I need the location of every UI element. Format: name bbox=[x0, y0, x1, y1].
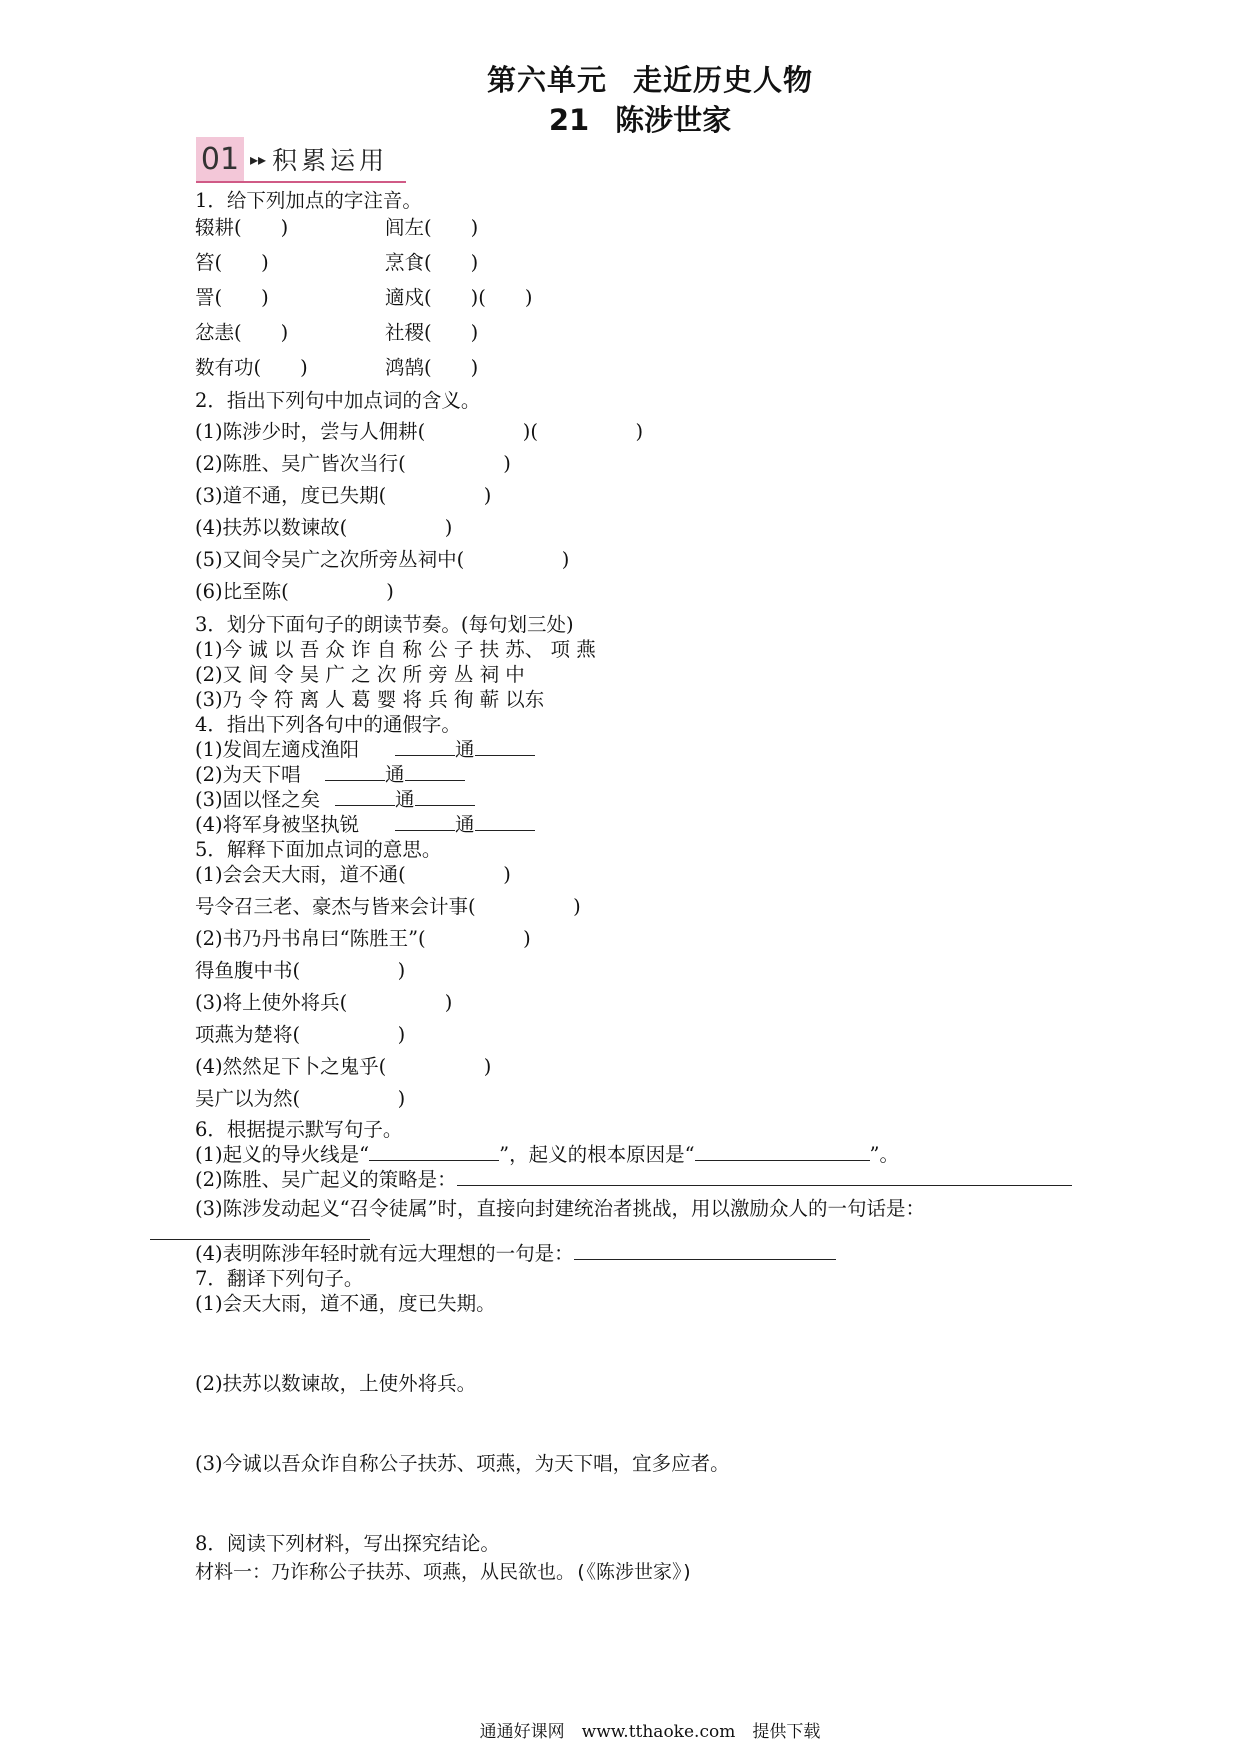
list-item: (2)陈胜、吴广皆次当行( ) bbox=[195, 452, 511, 475]
list-item: 烹食( ) bbox=[385, 251, 479, 274]
answer-blank[interactable] bbox=[415, 787, 475, 806]
list-item: (1)今 诚 以 吾 众 诈 自 称 公 子 扶 苏、 项 燕 bbox=[195, 638, 596, 661]
list-item: 詈( ) bbox=[195, 286, 269, 309]
questions bbox=[195, 188, 1095, 1585]
answer-blank[interactable] bbox=[695, 1142, 870, 1161]
unit-label: 第六单元 bbox=[486, 63, 607, 97]
question-title: 4．指出下列各句中的通假字。 bbox=[195, 713, 461, 736]
list-item: 社稷( ) bbox=[385, 321, 479, 344]
answer-blank[interactable] bbox=[150, 1221, 370, 1240]
lesson-number: 21 bbox=[548, 103, 590, 137]
list-item: (1)起义的导火线是“ ”，起义的根本原因是“ ”。 bbox=[195, 1143, 900, 1166]
list-item: (4)然然足下卜之鬼乎( ) bbox=[195, 1055, 492, 1078]
question-title: 1．给下列加点的字注音。 bbox=[195, 189, 422, 212]
material-text: 材料一：乃诈称公子扶苏、项燕，从民欲也。(《陈涉世家》) bbox=[195, 1561, 693, 1583]
list-item: (2)扶苏以数谏故，上使外将兵。 bbox=[195, 1372, 477, 1395]
question-title: 3．划分下面句子的朗读节奏。(每句划三处) bbox=[195, 613, 574, 636]
answer-blank[interactable] bbox=[369, 1142, 499, 1161]
list-item: 鸿鹄( ) bbox=[385, 356, 479, 379]
list-item: (1)发闾左適戍渔阳 通 bbox=[195, 737, 1095, 762]
question-2 bbox=[195, 388, 1095, 604]
list-item: 忿恚( ) bbox=[195, 321, 289, 344]
question-title: 5．解释下面加点词的意思。 bbox=[195, 838, 442, 861]
question-title: 2．指出下列句中加点词的含义。 bbox=[195, 389, 481, 412]
list-item: 辍耕( ) bbox=[195, 216, 289, 239]
answer-blank[interactable] bbox=[335, 787, 395, 806]
list-item: (3)今诚以吾众诈自称公子扶苏、项燕，为天下唱，宜多应者。 bbox=[195, 1452, 730, 1475]
answer-blank[interactable] bbox=[395, 737, 455, 756]
list-item: (6)比至陈( ) bbox=[195, 580, 394, 603]
footer-credit: 通通好课网 www.tthaoke.com 提供下载 bbox=[479, 1722, 821, 1742]
question-6 bbox=[195, 1117, 1095, 1266]
question-8 bbox=[195, 1531, 1095, 1585]
lesson-title bbox=[0, 98, 1240, 139]
list-item: (4)扶苏以数谏故( ) bbox=[195, 516, 453, 539]
list-item: (4)将军身被坚执锐 通 bbox=[195, 812, 1095, 837]
list-item: 号令召三老、豪杰与皆来会计事( ) bbox=[195, 895, 581, 918]
list-item: (3)道不通，度已失期( ) bbox=[195, 484, 492, 507]
list-item: (2)又 间 令 吴 广 之 次 所 旁 丛 祠 中 bbox=[195, 663, 525, 686]
list-item: 吴广以为然( ) bbox=[195, 1087, 406, 1110]
question-title: 7．翻译下列句子。 bbox=[195, 1267, 364, 1290]
list-item: (2)为天下唱 通 bbox=[195, 762, 1095, 787]
list-item: (2)陈胜、吴广起义的策略是： bbox=[195, 1167, 1095, 1192]
question-3 bbox=[195, 612, 1095, 712]
list-item: (3)乃 令 符 离 人 葛 婴 将 兵 徇 蕲 以东 bbox=[195, 688, 545, 711]
list-item: 数有功( ) bbox=[195, 356, 308, 379]
double-arrow-icon: ▸▸ bbox=[250, 149, 267, 169]
question-title: 8．阅读下列材料，写出探究结论。 bbox=[195, 1532, 500, 1555]
unit-theme: 走近历史人物 bbox=[633, 63, 814, 97]
lesson-name: 陈涉世家 bbox=[615, 103, 732, 137]
list-item: (3)陈涉发动起义“召令徒属”时，直接向封建统治者挑战，用以激励众人的一句话是： bbox=[195, 1197, 926, 1220]
list-item: (2)书乃丹书帛曰“陈胜王”( ) bbox=[195, 927, 531, 950]
list-item: (4)表明陈涉年轻时就有远大理想的一句是： bbox=[195, 1241, 1095, 1266]
question-1 bbox=[195, 188, 1095, 380]
list-item: 笞( ) bbox=[195, 251, 269, 274]
list-item: 项燕为楚将( ) bbox=[195, 1023, 406, 1046]
answer-blank[interactable] bbox=[475, 737, 535, 756]
pinyin-grid bbox=[195, 215, 1095, 380]
list-item: (1)陈涉少时，尝与人佣耕( )( ) bbox=[195, 420, 644, 443]
list-item: 適戍( )( ) bbox=[385, 286, 533, 309]
list-item: 得鱼腹中书( ) bbox=[195, 959, 406, 982]
answer-blank[interactable] bbox=[457, 1167, 1072, 1186]
question-5 bbox=[195, 837, 1095, 1111]
answer-blank[interactable] bbox=[405, 762, 465, 781]
section-header bbox=[196, 137, 406, 183]
list-item: 闾左( ) bbox=[385, 216, 479, 239]
unit-title bbox=[0, 58, 1240, 99]
list-item: (5)又间令吴广之次所旁丛祠中( ) bbox=[195, 548, 570, 571]
answer-blank[interactable] bbox=[395, 812, 455, 831]
section-label: 积累运用 bbox=[272, 146, 389, 175]
list-item: (3)固以怪之矣 通 bbox=[195, 787, 1095, 812]
list-item: (1)会天大雨，道不通，度已失期。 bbox=[195, 1292, 496, 1315]
question-title: 6．根据提示默写句子。 bbox=[195, 1118, 403, 1141]
list-item: (3)将上使外将兵( ) bbox=[195, 991, 453, 1014]
question-4 bbox=[195, 712, 1095, 837]
answer-blank[interactable] bbox=[325, 762, 385, 781]
section-number: 01 bbox=[196, 137, 244, 181]
answer-blank[interactable] bbox=[475, 812, 535, 831]
list-item: (1)会会天大雨，道不通( ) bbox=[195, 863, 511, 886]
answer-blank[interactable] bbox=[574, 1241, 836, 1260]
question-7 bbox=[195, 1266, 1095, 1531]
